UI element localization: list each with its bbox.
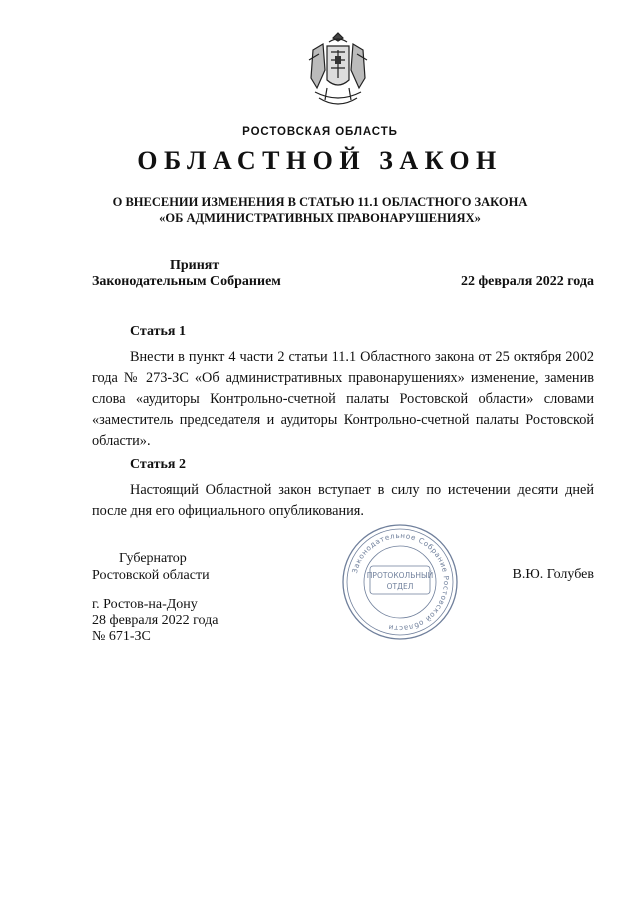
law-number: № 671-ЗС bbox=[92, 629, 151, 644]
signing-place: г. Ростов-на-Дону bbox=[92, 597, 198, 612]
stamp-center-line1: ПРОТОКОЛЬНЫЙ bbox=[366, 571, 434, 580]
law-subject-line: О ВНЕСЕНИИ ИЗМЕНЕНИЯ В СТАТЬЮ 11.1 ОБЛАСТНОГО ЗАКОНА bbox=[112, 195, 528, 209]
stamp-ring-text: Законодательное Собрание Ростовской области bbox=[349, 530, 452, 634]
signatory-title: Губернатор bbox=[119, 551, 187, 566]
article-2-text: Настоящий Областной закон вступает в силу по истечении десяти дней после дня его официального опубликования. bbox=[92, 482, 594, 519]
region-heading: РОСТОВСКАЯ ОБЛАСТЬ bbox=[242, 126, 398, 138]
adopted-label: Принят bbox=[170, 258, 220, 273]
law-subject-line: «ОБ АДМИНИСТРАТИВНЫХ ПРАВОНАРУШЕНИЯХ» bbox=[159, 211, 481, 225]
signing-details bbox=[92, 597, 219, 645]
signatory-position bbox=[92, 550, 210, 584]
signatory-name: В.Ю. Голубев bbox=[512, 567, 594, 582]
adopted-by: Законодательным Собранием bbox=[92, 274, 281, 289]
law-subject bbox=[0, 194, 640, 226]
official-stamp bbox=[340, 522, 460, 642]
stamp-center-line2: ОТДЕЛ bbox=[386, 582, 414, 591]
rostov-oblast-coat-of-arms-icon bbox=[305, 30, 371, 112]
document-type-title: ОБЛАСТНОЙ ЗАКОН bbox=[137, 146, 503, 175]
adoption-date: 22 февраля 2022 года bbox=[461, 274, 594, 289]
article-2-title: Статья 2 bbox=[130, 457, 186, 472]
signing-date: 28 февраля 2022 года bbox=[92, 613, 219, 628]
article-1-text: Внести в пункт 4 части 2 статьи 11.1 Областного закона от 25 октября 2002 года № 273-ЗС «Об административных правонарушениях» изменение, заменив слова «аудиторы Контрольно-счетной палаты Ростовской области» словами «заместитель председателя и аудиторы Контрольно-счетной палаты Ростовской области». bbox=[92, 349, 594, 449]
signatory-region: Ростовской области bbox=[92, 568, 210, 583]
article-1-title: Статья 1 bbox=[130, 324, 186, 339]
